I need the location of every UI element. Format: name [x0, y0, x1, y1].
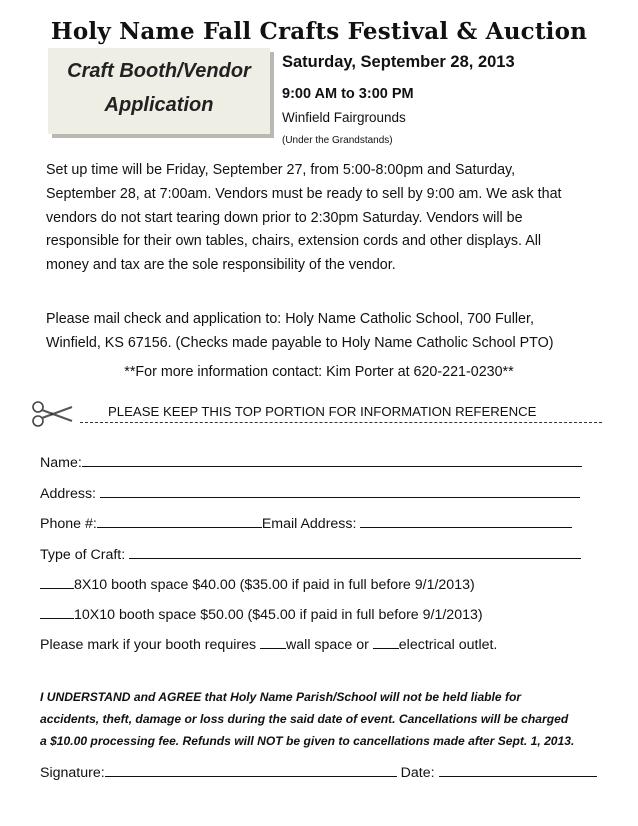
- booth-8x10-checkbox[interactable]: [40, 574, 74, 589]
- event-date: Saturday, September 28, 2013: [282, 53, 515, 71]
- address-field[interactable]: [100, 483, 580, 498]
- disclaimer-line: a $10.00 processing fee. Refunds will NOT be given to cancellations made after Sept. 1, 2013.: [40, 734, 575, 748]
- cut-line: [80, 422, 602, 423]
- venue-note: (Under the Grandstands): [282, 135, 393, 146]
- contact-info: **For more information contact: Kim Porter at 620-221-0230**: [124, 364, 514, 380]
- name-field[interactable]: [82, 452, 582, 467]
- setup-info-line: money and tax are the sole responsibility of the vendor.: [46, 257, 396, 274]
- mailing-info-paragraph: [46, 308, 616, 356]
- signature-row: [40, 762, 597, 781]
- requirements-label: Please mark if your booth requires: [40, 637, 257, 653]
- setup-info-line: Set up time will be Friday, September 27, from 5:00-8:00pm and Saturday,: [46, 162, 516, 178]
- mailing-info-line: Winfield, KS 67156. (Checks made payable to Holy Name Catholic School PTO): [46, 334, 554, 351]
- setup-info-line: vendors do not start tearing down prior to 2:30pm Saturday. Vendors will be: [46, 209, 523, 226]
- application-title-box: [48, 48, 270, 134]
- phone-email-row: [40, 513, 572, 532]
- name-label: Name:: [40, 455, 82, 471]
- keep-portion-notice: PLEASE KEEP THIS TOP PORTION FOR INFORMATION REFERENCE: [108, 404, 537, 419]
- mailing-info-line: Please mail check and application to: Holy Name Catholic School, 700 Fuller,: [46, 311, 534, 327]
- email-field[interactable]: [360, 513, 572, 528]
- name-row: [40, 452, 582, 471]
- craft-type-field[interactable]: [129, 544, 581, 559]
- wall-space-checkbox[interactable]: [260, 634, 286, 649]
- signature-label: Signature:: [40, 765, 105, 781]
- box-title-line1: Craft Booth/Vendor: [67, 60, 251, 82]
- disclaimer-line: accidents, theft, damage or loss during the said date of event. Cancellations will be charged: [40, 712, 569, 726]
- booth-10x10-checkbox[interactable]: [40, 604, 74, 619]
- box-title-line2: Application: [104, 94, 214, 116]
- craft-type-label: Type of Craft:: [40, 547, 126, 563]
- disclaimer-line: I UNDERSTAND and AGREE that Holy Name Parish/School will not be held liable for: [40, 690, 522, 704]
- setup-info-line: responsible for their own tables, chairs, extension cords and other displays. All: [46, 233, 542, 250]
- address-row: [40, 483, 580, 502]
- scissors-icon: [30, 400, 74, 433]
- address-label: Address:: [40, 486, 96, 502]
- date-label: Date:: [400, 765, 435, 781]
- booth-8x10-row: [40, 574, 475, 593]
- phone-label: Phone #:: [40, 516, 97, 532]
- page-title: Holy Name Fall Crafts Festival & Auction: [50, 18, 588, 45]
- phone-field[interactable]: [97, 513, 262, 528]
- date-field[interactable]: [439, 762, 597, 777]
- booth-10x10-row: [40, 604, 483, 623]
- setup-info-line: September 28, at 7:00am. Vendors must be ready to sell by 9:00 am. We ask that: [46, 185, 562, 202]
- event-time: 9:00 AM to 3:00 PM: [282, 86, 414, 102]
- booth-8x10-label: 8X10 booth space $40.00 ($35.00 if paid in full before 9/1/2013): [74, 577, 475, 593]
- setup-info-paragraph: [46, 159, 616, 278]
- email-label: Email Address:: [261, 516, 357, 532]
- electrical-outlet-label: electrical outlet.: [398, 637, 498, 653]
- event-venue: Winfield Fairgrounds: [282, 110, 406, 125]
- craft-type-row: [40, 544, 581, 563]
- liability-disclaimer: [40, 686, 620, 752]
- electrical-outlet-checkbox[interactable]: [373, 634, 399, 649]
- signature-field[interactable]: [105, 762, 397, 777]
- wall-space-label: wall space or: [286, 637, 369, 653]
- booth-10x10-label: 10X10 booth space $50.00 ($45.00 if paid in full before 9/1/2013): [74, 607, 483, 623]
- booth-requirements-row: [40, 634, 497, 653]
